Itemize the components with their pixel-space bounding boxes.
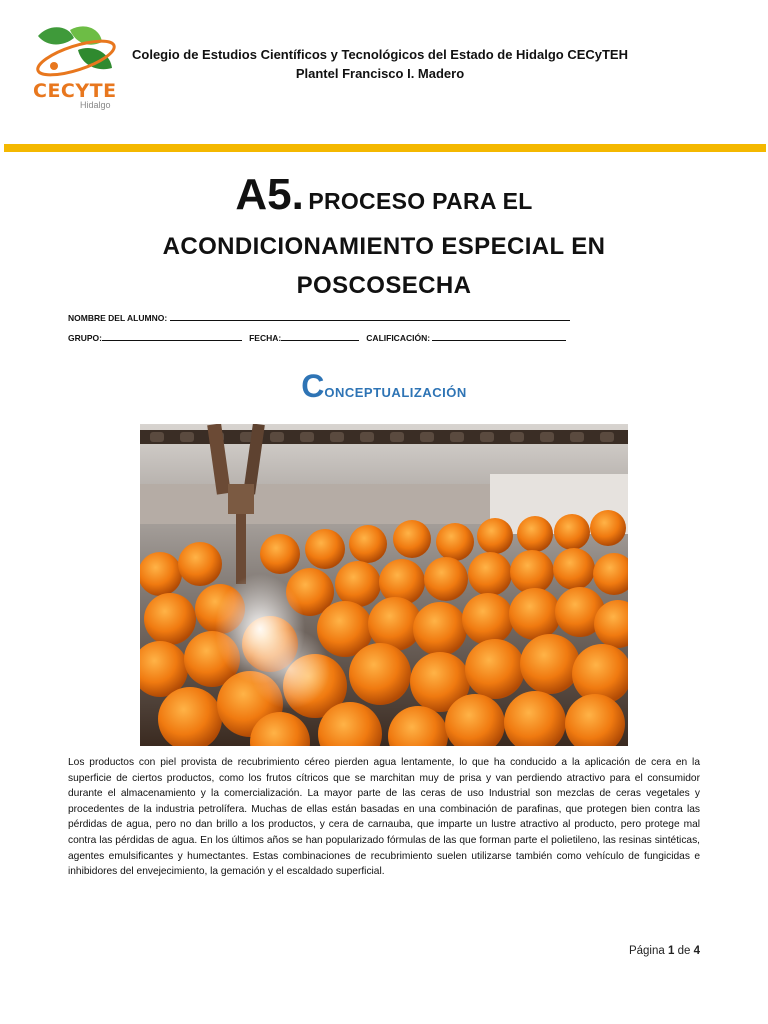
group-blank[interactable]	[102, 331, 242, 341]
body-paragraph: Los productos con piel provista de recubrimiento céreo pierden agua lentamente, lo que ha conducido a la aplicación de cera en la superficie de ciertos productos, como los frutos cítricos que se marchitan muy de prisa y van perdiendo atractivo para el consumidor durante el almacenamiento y la comercialización. La mayor parte de las ceras de uso Industrial son mezclas de ceras vegetales y procedentes de la industria petrolífera. Muchas de ellas están basadas en una combinación de parafinas, que protegen bien contra las pérdidas de agua, pero no dan brillo a los productos, y cera de carnauba, que imparte un lustre atractivo al producto, pero protege mal contra las pérdidas de agua. En los últimos años se han popularizado fórmulas de las que forman parte el polietileno, las resinas sintéticas, agentes emulsificantes y humectantes. Estas combinaciones de recubrimiento suelen utilizarse también como vehículo de fungicidas e inhibidores del envejecimiento, la gemación y el escaldado superficial.	[68, 757, 700, 878]
title-line-3: POSCOSECHA	[296, 272, 472, 299]
date-label: FECHA:	[249, 333, 282, 343]
logo-leaf-icon	[30, 22, 122, 84]
oranges-image	[140, 424, 628, 746]
grade-label: CALIFICACIÓN:	[366, 333, 431, 343]
activity-code: A5	[235, 170, 292, 219]
page-number: 1	[667, 945, 675, 957]
date-blank[interactable]	[281, 331, 359, 341]
student-name-blank[interactable]	[170, 311, 570, 321]
page-total: 4	[693, 945, 700, 957]
campus-name: Plantel Francisco I. Madero	[295, 66, 465, 81]
section-title-rest: ONCEPTUALIZACIÓN	[324, 385, 467, 400]
institution-name: Colegio de Estudios Científicos y Tecnológicos del Estado de Hidalgo CECyTEH	[132, 47, 628, 62]
logo-subtitle: Hidalgo	[80, 100, 111, 110]
of-word: de	[677, 945, 691, 957]
group-date-grade-row	[68, 331, 566, 343]
group-label: GRUPO:	[68, 333, 102, 343]
student-name-label: NOMBRE DEL ALUMNO:	[68, 313, 168, 323]
grade-blank[interactable]	[432, 331, 566, 341]
section-heading	[0, 368, 768, 405]
document-title	[0, 170, 768, 220]
section-initial: C	[301, 368, 325, 404]
student-name-field	[68, 311, 570, 323]
oranges-waxing-photo	[140, 424, 628, 746]
page-word: Página	[628, 945, 665, 957]
title-line-1: PROCESO PARA EL	[308, 188, 533, 214]
title-line-2: ACONDICIONAMIENTO ESPECIAL EN	[162, 233, 606, 260]
logo-wordmark: CECYTE	[33, 80, 117, 102]
header-divider	[4, 144, 766, 152]
activity-code-dot: .	[291, 170, 304, 219]
page-footer	[560, 945, 700, 957]
